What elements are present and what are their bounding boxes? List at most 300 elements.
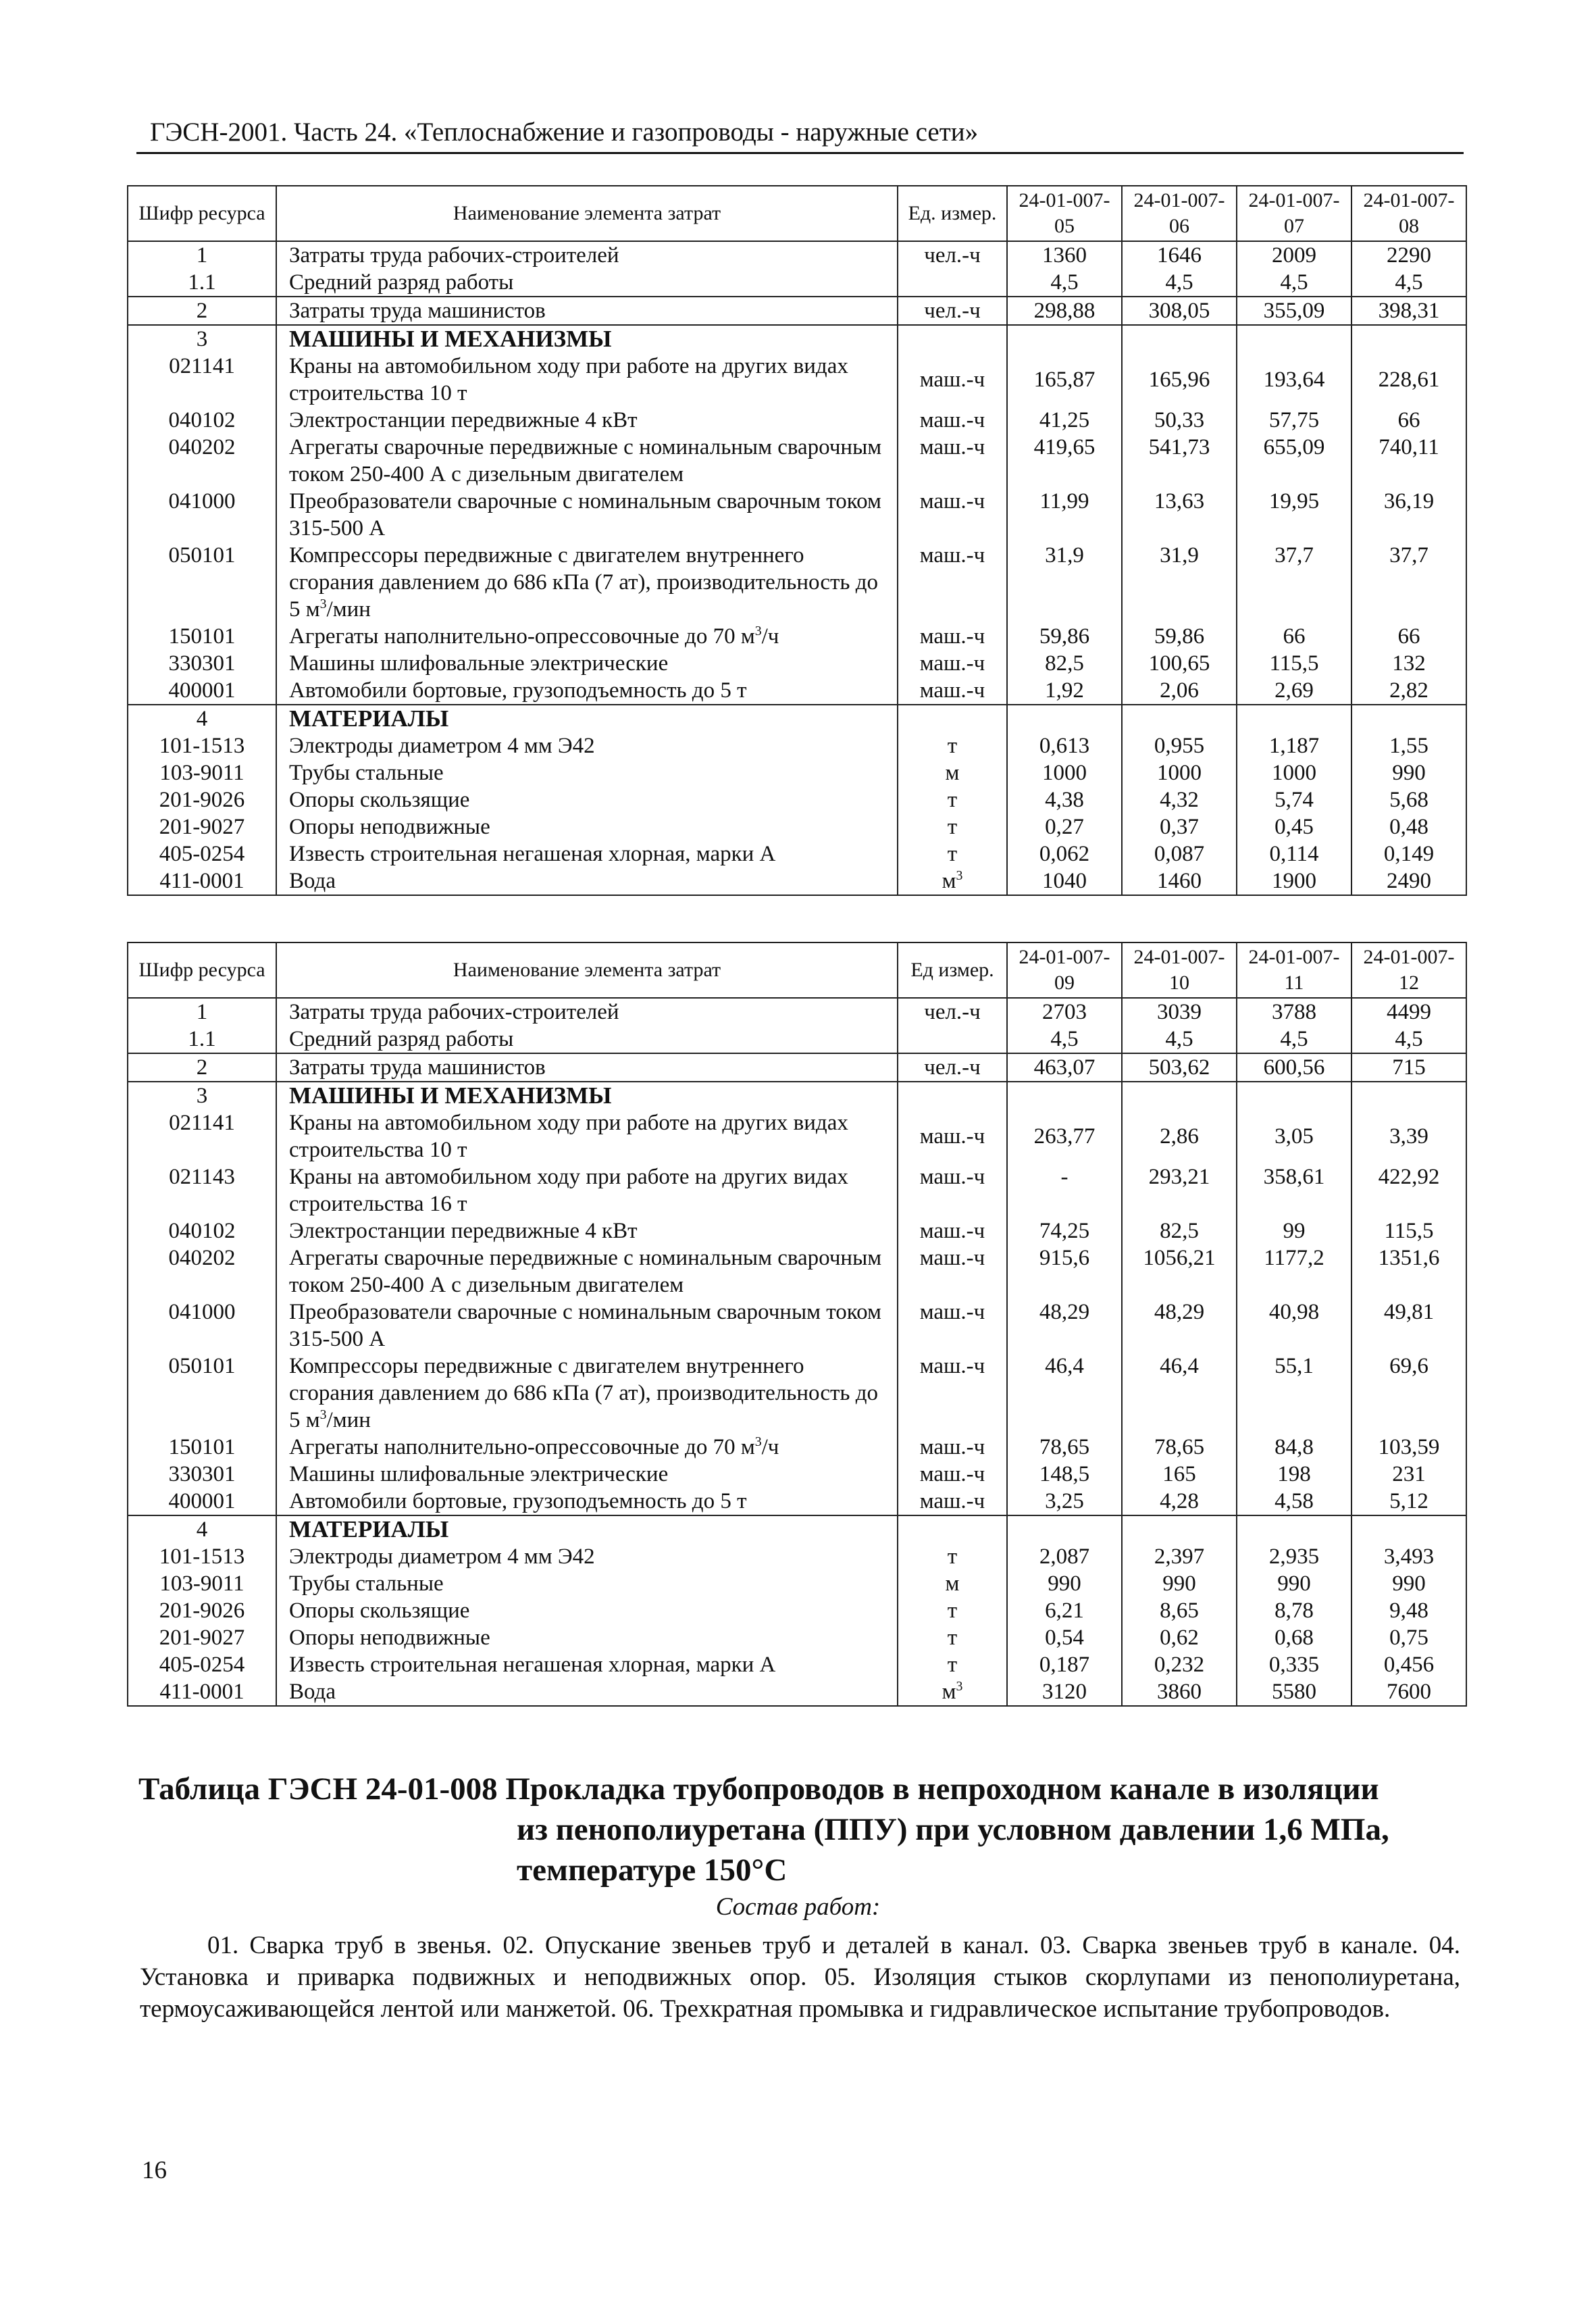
value: 78,65 — [1122, 1434, 1237, 1461]
unit: маш.-ч — [898, 650, 1007, 677]
resource-code: 411-0001 — [128, 867, 276, 895]
resource-code: 040202 — [128, 1244, 276, 1299]
value: 715 — [1352, 1053, 1466, 1082]
value: 0,149 — [1352, 840, 1466, 867]
unit: м — [898, 759, 1007, 786]
unit: маш.-ч — [898, 434, 1007, 488]
value: 66 — [1352, 623, 1466, 650]
section-title: МАШИНЫ И МЕХАНИЗМЫ — [276, 325, 898, 353]
value: 3039 — [1122, 998, 1237, 1026]
value: 193,64 — [1237, 353, 1352, 407]
resource-code: 405-0254 — [128, 1651, 276, 1678]
value: 2,06 — [1122, 677, 1237, 705]
value: 0,456 — [1352, 1651, 1466, 1678]
col-header-name: Наименование элемента затрат — [276, 942, 898, 998]
value: 4,5 — [1352, 1026, 1466, 1053]
value: 228,61 — [1352, 353, 1466, 407]
col-header-code: Шифр ресурса — [128, 186, 276, 241]
table-row — [128, 1624, 1466, 1651]
unit: маш.-ч — [898, 1488, 1007, 1515]
value: 48,29 — [1007, 1299, 1122, 1353]
value: 8,65 — [1122, 1597, 1237, 1624]
value: 115,5 — [1237, 650, 1352, 677]
col-header-norm: 24-01-007-09 — [1007, 942, 1122, 998]
cost-element: Трубы стальные — [276, 759, 898, 786]
value: 990 — [1122, 1570, 1237, 1597]
value: 308,05 — [1122, 297, 1237, 325]
header-rule — [136, 152, 1464, 154]
value: 600,56 — [1237, 1053, 1352, 1082]
value: 46,4 — [1122, 1353, 1237, 1434]
cost-element: Электростанции передвижные 4 кВт — [276, 407, 898, 434]
unit: т — [898, 840, 1007, 867]
cost-element: Машины шлифовальные электрические — [276, 650, 898, 677]
value: 7600 — [1352, 1678, 1466, 1706]
value: 4499 — [1352, 998, 1466, 1026]
value: 13,63 — [1122, 488, 1237, 542]
cost-element: Известь строительная негашеная хлорная, марки А — [276, 840, 898, 867]
table-row — [128, 1434, 1466, 1461]
cost-element: Компрессоры передвижные с двигателем внутреннего сгорания давлением до 686 кПа (7 ат), производительность до 5 $м^3$/мин — [276, 1353, 898, 1434]
resource-code: 021141 — [128, 353, 276, 407]
table-row — [128, 759, 1466, 786]
value: 4,5 — [1237, 269, 1352, 297]
cost-element: Агрегаты сварочные передвижные с номинальным сварочным током 250-400 А с дизельным двигателем — [276, 1244, 898, 1299]
table-row — [128, 1299, 1466, 1353]
value: 0,087 — [1122, 840, 1237, 867]
table-row — [128, 1217, 1466, 1244]
value: 990 — [1352, 1570, 1466, 1597]
value: 0,27 — [1007, 813, 1122, 840]
unit: маш.-ч — [898, 1109, 1007, 1163]
col-header-norm: 24-01-007-12 — [1352, 942, 1466, 998]
cost-element: Электроды диаметром 4 мм Э42 — [276, 1543, 898, 1570]
cost-element: Машины шлифовальные электрические — [276, 1461, 898, 1488]
value: 1040 — [1007, 867, 1122, 895]
value: 148,5 — [1007, 1461, 1122, 1488]
value: 2,82 — [1352, 677, 1466, 705]
value: 4,5 — [1352, 269, 1466, 297]
value: 50,33 — [1122, 407, 1237, 434]
resource-code: 040202 — [128, 434, 276, 488]
resource-code: 405-0254 — [128, 840, 276, 867]
value: 4,5 — [1122, 269, 1237, 297]
value: 298,88 — [1007, 297, 1122, 325]
table-row — [128, 434, 1466, 488]
section-row — [128, 325, 1466, 353]
unit: т — [898, 1624, 1007, 1651]
table-row — [128, 488, 1466, 542]
value: 0,187 — [1007, 1651, 1122, 1678]
value: 422,92 — [1352, 1163, 1466, 1217]
section-number: 4 — [128, 705, 276, 732]
value: 2290 — [1352, 241, 1466, 269]
unit: $м^3$ — [898, 867, 1007, 895]
cost-element: Трубы стальные — [276, 1570, 898, 1597]
cost-element: Краны на автомобильном ходу при работе на других видах строительства 10 т — [276, 1109, 898, 1163]
section-number: 4 — [128, 1515, 276, 1543]
table-title-line: температуре 150°С — [517, 1853, 788, 1888]
value: 5580 — [1237, 1678, 1352, 1706]
table-title-line: из пенополиуретана (ППУ) при условном давлении 1,6 МПа, — [517, 1812, 1389, 1847]
value: 66 — [1352, 407, 1466, 434]
resource-code: 2 — [128, 297, 276, 325]
value: 990 — [1237, 1570, 1352, 1597]
cost-element: Автомобили бортовые, грузоподъемность до 5 т — [276, 677, 898, 705]
value: 293,21 — [1122, 1163, 1237, 1217]
cost-element: Преобразователи сварочные с номинальным сварочным током 315-500 А — [276, 488, 898, 542]
table-row — [128, 269, 1466, 297]
value: 48,29 — [1122, 1299, 1237, 1353]
value: 198 — [1237, 1461, 1352, 1488]
value: 103,59 — [1352, 1434, 1466, 1461]
table-row — [128, 1244, 1466, 1299]
resource-code: 400001 — [128, 677, 276, 705]
value: 37,7 — [1352, 542, 1466, 623]
value: 2490 — [1352, 867, 1466, 895]
col-header-norm: 24-01-007-11 — [1237, 942, 1352, 998]
resource-code: 150101 — [128, 623, 276, 650]
value: 82,5 — [1122, 1217, 1237, 1244]
col-header-unit: Ед. измер. — [898, 186, 1007, 241]
value: 165,96 — [1122, 353, 1237, 407]
section-title: МАТЕРИАЛЫ — [276, 1515, 898, 1543]
value: 69,6 — [1352, 1353, 1466, 1434]
value: 398,31 — [1352, 297, 1466, 325]
value: 0,114 — [1237, 840, 1352, 867]
value: 1646 — [1122, 241, 1237, 269]
resource-code: 101-1513 — [128, 1543, 276, 1570]
resource-code: 330301 — [128, 1461, 276, 1488]
unit: т — [898, 732, 1007, 759]
cost-element: Затраты труда машинистов — [276, 297, 898, 325]
unit: маш.-ч — [898, 407, 1007, 434]
value: 2,935 — [1237, 1543, 1352, 1570]
unit: маш.-ч — [898, 542, 1007, 623]
value: 4,5 — [1007, 269, 1122, 297]
value: 4,38 — [1007, 786, 1122, 813]
resource-code: 201-9026 — [128, 1597, 276, 1624]
section-number: 3 — [128, 325, 276, 353]
col-header-norm: 24-01-007-10 — [1122, 942, 1237, 998]
resource-code: 201-9027 — [128, 1624, 276, 1651]
value: 99 — [1237, 1217, 1352, 1244]
value: 36,19 — [1352, 488, 1466, 542]
unit: маш.-ч — [898, 1434, 1007, 1461]
cost-element: Опоры неподвижные — [276, 813, 898, 840]
value: 41,25 — [1007, 407, 1122, 434]
value: 1000 — [1007, 759, 1122, 786]
unit: маш.-ч — [898, 677, 1007, 705]
cost-element: Преобразователи сварочные с номинальным сварочным током 315-500 А — [276, 1299, 898, 1353]
table-row — [128, 1597, 1466, 1624]
table-row — [128, 1026, 1466, 1053]
cost-element: Агрегаты наполнительно-опрессовочные до 70 $м^3/ч$ — [276, 1434, 898, 1461]
resource-code: 050101 — [128, 542, 276, 623]
table-row — [128, 1109, 1466, 1163]
resource-code: 021143 — [128, 1163, 276, 1217]
value: 19,95 — [1237, 488, 1352, 542]
value: 0,62 — [1122, 1624, 1237, 1651]
table-row — [128, 1488, 1466, 1515]
table-row — [128, 623, 1466, 650]
unit: т — [898, 813, 1007, 840]
value: 0,75 — [1352, 1624, 1466, 1651]
value: 655,09 — [1237, 434, 1352, 488]
cost-element: Средний разряд работы — [276, 1026, 898, 1053]
cost-element: Известь строительная негашеная хлорная, марки А — [276, 1651, 898, 1678]
col-header-norm: 24-01-007-05 — [1007, 186, 1122, 241]
running-header: ГЭСН-2001. Часть 24. «Теплоснабжение и газопроводы - наружные сети» — [150, 118, 979, 147]
value: 263,77 — [1007, 1109, 1122, 1163]
value: 132 — [1352, 650, 1466, 677]
col-header-name: Наименование элемента затрат — [276, 186, 898, 241]
table-title — [138, 1769, 1462, 1890]
cost-element: Затраты труда рабочих-строителей — [276, 241, 898, 269]
value: 1,55 — [1352, 732, 1466, 759]
value: 115,5 — [1352, 1217, 1466, 1244]
work-composition-heading: Состав работ: — [715, 1893, 881, 1921]
cost-element: Автомобили бортовые, грузоподъемность до 5 т — [276, 1488, 898, 1515]
value: 1,187 — [1237, 732, 1352, 759]
section-row — [128, 1082, 1466, 1109]
table-row — [128, 813, 1466, 840]
table-row — [128, 353, 1466, 407]
resource-code: 041000 — [128, 488, 276, 542]
table-row — [128, 297, 1466, 325]
value: 231 — [1352, 1461, 1466, 1488]
value: 2,86 — [1122, 1109, 1237, 1163]
value: 4,28 — [1122, 1488, 1237, 1515]
work-composition-text: 01. Сварка труб в звенья. 02. Опускание звеньев труб и деталей в канал. 03. Сварка звеньев труб в канале. 04. Установка и приварка подвижных и неподвижных опор. 05. Изоляция стыков скорлупами из пенополиуретана, термоусаживающейся лентой или манжетой. 06. Трехкратная промывка и гидравлическое испытание трубопроводов. — [140, 1932, 1460, 2023]
unit: маш.-ч — [898, 1163, 1007, 1217]
value: 4,58 — [1237, 1488, 1352, 1515]
table-row — [128, 650, 1466, 677]
resource-code: 411-0001 — [128, 1678, 276, 1706]
resource-code: 040102 — [128, 1217, 276, 1244]
table-row — [128, 1543, 1466, 1570]
value: 66 — [1237, 623, 1352, 650]
resource-code: 041000 — [128, 1299, 276, 1353]
page-number: 16 — [142, 2157, 167, 2184]
unit: маш.-ч — [898, 1299, 1007, 1353]
unit: маш.-ч — [898, 1461, 1007, 1488]
value: 4,5 — [1237, 1026, 1352, 1053]
value: 2009 — [1237, 241, 1352, 269]
unit: чел.-ч — [898, 998, 1007, 1026]
value: 0,335 — [1237, 1651, 1352, 1678]
norms-table-2 — [127, 942, 1467, 1707]
value: 82,5 — [1007, 650, 1122, 677]
value: 9,48 — [1352, 1597, 1466, 1624]
unit: маш.-ч — [898, 1353, 1007, 1434]
resource-code: 201-9026 — [128, 786, 276, 813]
value: 78,65 — [1007, 1434, 1122, 1461]
value: 4,5 — [1122, 1026, 1237, 1053]
resource-code: 400001 — [128, 1488, 276, 1515]
table-row — [128, 542, 1466, 623]
unit — [898, 1026, 1007, 1053]
value: 2703 — [1007, 998, 1122, 1026]
resource-code: 201-9027 — [128, 813, 276, 840]
cost-element: Затраты труда машинистов — [276, 1053, 898, 1082]
value: 0,48 — [1352, 813, 1466, 840]
value: 2,087 — [1007, 1543, 1122, 1570]
value: 419,65 — [1007, 434, 1122, 488]
cost-element: Опоры скользящие — [276, 786, 898, 813]
value: 31,9 — [1122, 542, 1237, 623]
resource-code: 1 — [128, 998, 276, 1026]
value: 5,74 — [1237, 786, 1352, 813]
table-row — [128, 1163, 1466, 1217]
value: 100,65 — [1122, 650, 1237, 677]
value: - — [1007, 1163, 1122, 1217]
table-row — [128, 840, 1466, 867]
value: 3,39 — [1352, 1109, 1466, 1163]
cost-element: Компрессоры передвижные с двигателем внутреннего сгорания давлением до 686 кПа (7 ат), производительность до 5 $м^3$/мин — [276, 542, 898, 623]
unit: т — [898, 1543, 1007, 1570]
value: 1460 — [1122, 867, 1237, 895]
value: 5,12 — [1352, 1488, 1466, 1515]
resource-code: 330301 — [128, 650, 276, 677]
table-row — [128, 677, 1466, 705]
table-row — [128, 1678, 1466, 1706]
unit: маш.-ч — [898, 353, 1007, 407]
unit: чел.-ч — [898, 297, 1007, 325]
value: 5,68 — [1352, 786, 1466, 813]
section-title: МАТЕРИАЛЫ — [276, 705, 898, 732]
table-row — [128, 732, 1466, 759]
value: 2,397 — [1122, 1543, 1237, 1570]
value: 3788 — [1237, 998, 1352, 1026]
cost-element: Средний разряд работы — [276, 269, 898, 297]
value: 0,062 — [1007, 840, 1122, 867]
value: 1177,2 — [1237, 1244, 1352, 1299]
unit — [898, 269, 1007, 297]
value: 6,21 — [1007, 1597, 1122, 1624]
value: 1,92 — [1007, 677, 1122, 705]
section-number: 3 — [128, 1082, 276, 1109]
cost-element: Вода — [276, 867, 898, 895]
value: 8,78 — [1237, 1597, 1352, 1624]
col-header-norm: 24-01-007-06 — [1122, 186, 1237, 241]
value: 740,11 — [1352, 434, 1466, 488]
table-row — [128, 1053, 1466, 1082]
table-row — [128, 407, 1466, 434]
cost-element: Краны на автомобильном ходу при работе на других видах строительства 16 т — [276, 1163, 898, 1217]
unit: маш.-ч — [898, 623, 1007, 650]
table-row — [128, 1570, 1466, 1597]
value: 4,32 — [1122, 786, 1237, 813]
value: 3860 — [1122, 1678, 1237, 1706]
unit: т — [898, 786, 1007, 813]
value: 0,613 — [1007, 732, 1122, 759]
value: 0,45 — [1237, 813, 1352, 840]
value: 990 — [1352, 759, 1466, 786]
resource-code: 050101 — [128, 1353, 276, 1434]
value: 1000 — [1237, 759, 1352, 786]
resource-code: 1.1 — [128, 1026, 276, 1053]
value: 31,9 — [1007, 542, 1122, 623]
resource-code: 103-9011 — [128, 1570, 276, 1597]
unit: маш.-ч — [898, 1244, 1007, 1299]
unit: м — [898, 1570, 1007, 1597]
value: 46,4 — [1007, 1353, 1122, 1434]
table-row — [128, 241, 1466, 269]
value: 11,99 — [1007, 488, 1122, 542]
value: 1900 — [1237, 867, 1352, 895]
unit: $м^3$ — [898, 1678, 1007, 1706]
value: 40,98 — [1237, 1299, 1352, 1353]
resource-code: 103-9011 — [128, 759, 276, 786]
table-title-line: Таблица ГЭСН 24-01-008 Прокладка трубопроводов в непроходном канале в изоляции — [138, 1771, 1379, 1807]
unit: маш.-ч — [898, 1217, 1007, 1244]
resource-code: 2 — [128, 1053, 276, 1082]
value: 59,86 — [1122, 623, 1237, 650]
value: 1351,6 — [1352, 1244, 1466, 1299]
value: 2,69 — [1237, 677, 1352, 705]
cost-element: Опоры неподвижные — [276, 1624, 898, 1651]
cost-element: Электростанции передвижные 4 кВт — [276, 1217, 898, 1244]
resource-code: 101-1513 — [128, 732, 276, 759]
value: 358,61 — [1237, 1163, 1352, 1217]
cost-element: Агрегаты сварочные передвижные с номинальным сварочным током 250-400 А с дизельным двигателем — [276, 434, 898, 488]
resource-code: 021141 — [128, 1109, 276, 1163]
section-row — [128, 705, 1466, 732]
value: 463,07 — [1007, 1053, 1122, 1082]
table-row — [128, 1461, 1466, 1488]
col-header-norm: 24-01-007-08 — [1352, 186, 1466, 241]
cost-element: Электроды диаметром 4 мм Э42 — [276, 732, 898, 759]
cost-element: Опоры скользящие — [276, 1597, 898, 1624]
value: 1360 — [1007, 241, 1122, 269]
value: 57,75 — [1237, 407, 1352, 434]
unit: т — [898, 1651, 1007, 1678]
unit: т — [898, 1597, 1007, 1624]
resource-code: 040102 — [128, 407, 276, 434]
table-row — [128, 1353, 1466, 1434]
resource-code: 1.1 — [128, 269, 276, 297]
value: 990 — [1007, 1570, 1122, 1597]
resource-code: 1 — [128, 241, 276, 269]
value: 0,37 — [1122, 813, 1237, 840]
value: 0,232 — [1122, 1651, 1237, 1678]
table-row — [128, 1651, 1466, 1678]
value: 165 — [1122, 1461, 1237, 1488]
value: 3,25 — [1007, 1488, 1122, 1515]
resource-code: 150101 — [128, 1434, 276, 1461]
value: 541,73 — [1122, 434, 1237, 488]
unit: чел.-ч — [898, 241, 1007, 269]
value: 503,62 — [1122, 1053, 1237, 1082]
value: 0,68 — [1237, 1624, 1352, 1651]
section-title: МАШИНЫ И МЕХАНИЗМЫ — [276, 1082, 898, 1109]
value: 915,6 — [1007, 1244, 1122, 1299]
value: 3120 — [1007, 1678, 1122, 1706]
cost-element: Вода — [276, 1678, 898, 1706]
value: 1056,21 — [1122, 1244, 1237, 1299]
cost-element: Агрегаты наполнительно-опрессовочные до 70 $м^3/ч$ — [276, 623, 898, 650]
value: 3,493 — [1352, 1543, 1466, 1570]
table-row — [128, 786, 1466, 813]
value: 355,09 — [1237, 297, 1352, 325]
value: 0,54 — [1007, 1624, 1122, 1651]
value: 1000 — [1122, 759, 1237, 786]
value: 74,25 — [1007, 1217, 1122, 1244]
value: 0,955 — [1122, 732, 1237, 759]
cost-element: Затраты труда рабочих-строителей — [276, 998, 898, 1026]
col-header-code: Шифр ресурса — [128, 942, 276, 998]
